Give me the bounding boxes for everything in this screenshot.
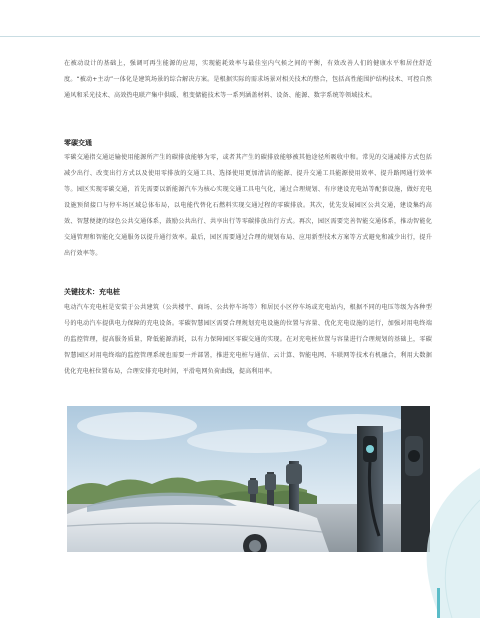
header-rule [0,36,480,37]
charging-station-photo [67,406,430,552]
zero-carbon-transport-paragraph: 零碳交通指交通运输使用能源所产生的碳排放能够为零，或者其产生的碳排放能够被其他途径所吸收中和。常见的交通减排方式包括减少出行、改变出行方式以及使用零排放的交通工具、选择使用更加清洁的能源、提升交通工具能源使用效率、提升路网通行效率等。园区实现零碳交通，首先需要以新能源汽车为核心实现交通工具电气化，通过合理规划、有序建设充电站等配套设施，做好充电设施预留接口与停车场区域总体布局，以电能代替化石燃料实现交通过程的零碳排放。其次，优先发展园区公共交通，建设集约高效、智慧便捷的绿色公共交通体系，鼓励公共出行、共享出行等零碳排放出行方式。再次，园区需要完善智能交通体系，推动智能化交通管理和智能化交通服务以提升通行效率。最后，园区需要通过合理的规划布局、应用新型技术方案等方式避免和减少出行，提升出行效率等。 [64,154,432,257]
section-heading-zero-carbon-transport: 零碳交通 [64,139,92,147]
intro-paragraph: 在被动设计的基础上，强调可再生能源的应用，实现能耗效率与最佳室内气候之间的平衡，有效改善人们的健康水平和居住舒适度。“被动+主动”一体化是建筑场景的综合解决方案。是根据实际的需求场景对相关技术的整合，包括高性能围护结构技术、可控自然通风和采光技术、高效热电联产集中供暖、租变储能技术等一系列涵盖材料、设备、能源、数字系统等领域技术。 [64,60,432,99]
key-tech-paragraph: 电动汽车充电桩是安装于公共建筑（公共楼宇、商场、公共停车场等）和居民小区停车场或充电站内，根据不同的电压等级为各种型号的电动汽车提供电力保障的充电设备。零碳智慧园区需要合理规划充电设施的位置与容量、优化充电设施的运行，加强对用电终端的监控管理，提高服务质量，降低能源消耗，以有力保障园区零碳交通的实现。在对充电桩位置与容量进行合理规划的基础上，零碳智慧园区对用电终端的监控管理系统也需要一并部署，推进充电桩与通信、云计算、智能电网、车联网等技术有机融合，利用大数据优化充电桩位置布局，合理安排充电时间，平滑电网负荷曲线，提高利用率。 [64,304,432,375]
section-heading-key-tech: 关键技术：充电桩 [64,288,120,296]
